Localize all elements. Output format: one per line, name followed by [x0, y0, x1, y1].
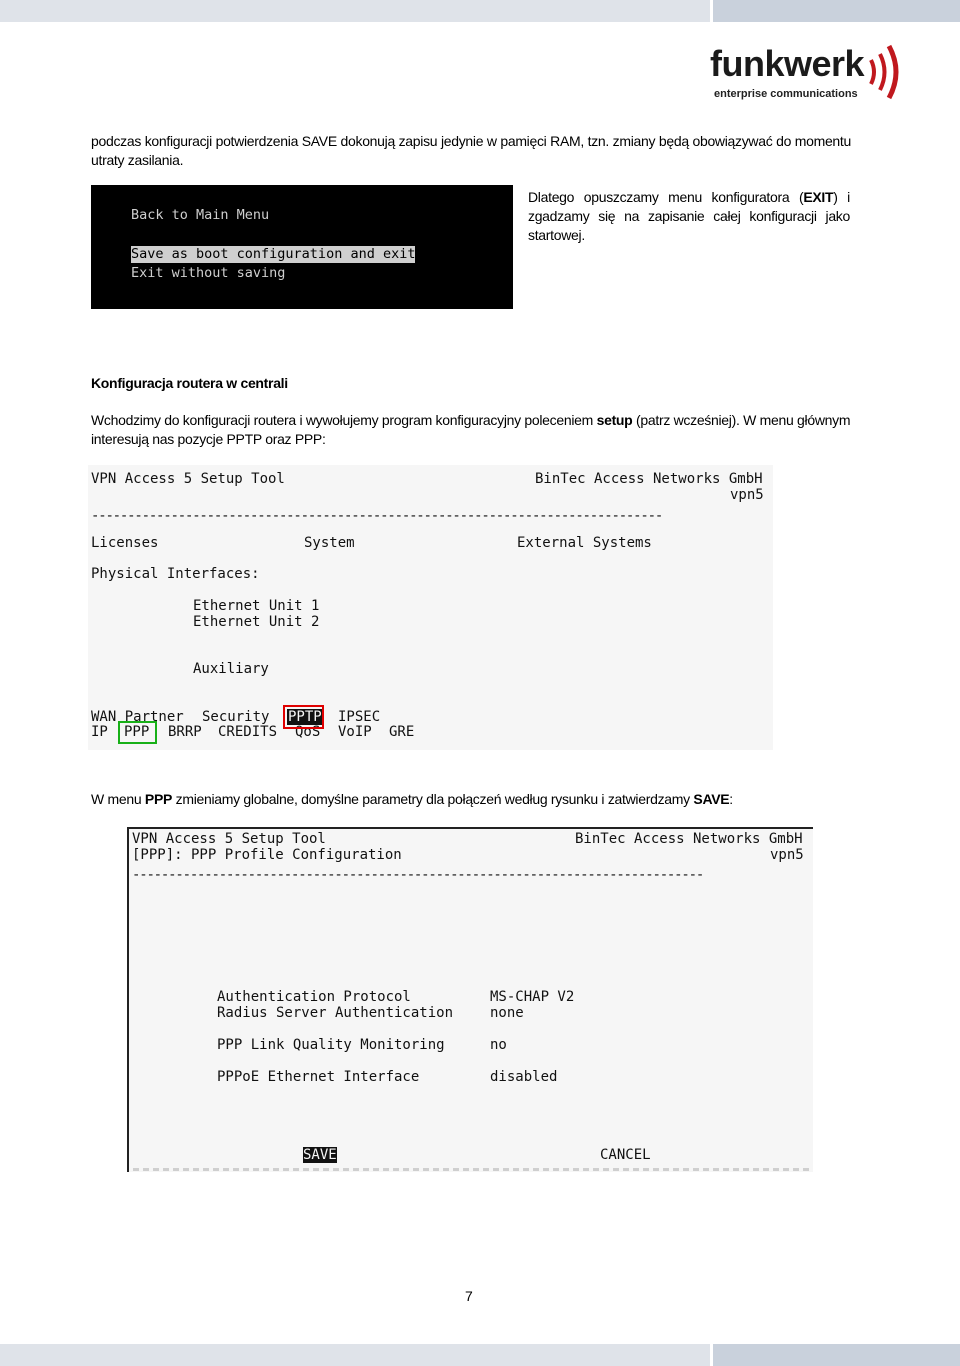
exit-without-saving[interactable]: Exit without saving — [131, 265, 286, 281]
ppp-screen-host: vpn5 — [770, 847, 804, 863]
menu-item-ip[interactable]: IP — [91, 724, 108, 740]
main-menu-divider: ------------------------------------------------------------------------------- — [91, 508, 663, 524]
setup-after: (patrz wcześniej). W menu głównym interesują nas pozycje PPTP oraz PPP: — [91, 412, 851, 447]
menu-item-pptp[interactable]: PPTP — [288, 709, 322, 725]
menu-item-ipsec[interactable]: IPSEC — [338, 709, 381, 725]
ppp-paragraph — [91, 790, 861, 809]
menu-item-ppp[interactable]: PPP — [124, 724, 150, 740]
ppp-screen-brand: BinTec Access Networks GmbH — [575, 831, 803, 847]
main-menu-screenshot — [88, 465, 773, 750]
menu-item-credits[interactable]: CREDITS — [218, 724, 278, 740]
menu-item-auxiliary[interactable]: Auxiliary — [193, 661, 269, 677]
cancel-button[interactable]: CANCEL — [600, 1147, 651, 1163]
exit-description — [528, 188, 850, 245]
auth-protocol-value[interactable]: MS-CHAP V2 — [490, 989, 575, 1005]
menu-item-security[interactable]: Security — [202, 709, 270, 725]
main-menu-host: vpn5 — [730, 487, 764, 503]
menu-item-ethernet-2[interactable]: Ethernet Unit 2 — [193, 614, 320, 630]
ppp-screen-divider: ------------------------------------------------------------------------------- — [132, 867, 704, 883]
bottom-bar-right — [713, 1344, 960, 1366]
logo-waves-icon — [865, 42, 907, 102]
intro-paragraph: podczas konfiguracji potwierdzenia SAVE dokonują zapisu jedynie w pamięci RAM, tzn. zmiany będą obowiązywać do momentu utraty zasilania. — [91, 133, 851, 168]
pptp-highlight-box — [283, 705, 324, 729]
main-menu-title: VPN Access 5 Setup Tool — [91, 471, 285, 487]
ppp-para-bold1: PPP — [144, 791, 173, 807]
exit-desc-bold: EXIT — [803, 189, 834, 205]
menu-item-qos[interactable]: QoS — [295, 724, 321, 740]
exit-desc-after: ) i zgadzamy się na zapisanie całej konfiguracji jako startowej. — [528, 189, 850, 243]
menu-item-external-systems[interactable]: External Systems — [517, 535, 652, 551]
screen-bottom-edge — [133, 1168, 811, 1171]
funkwerk-logo — [710, 40, 910, 105]
menu-item-brrp[interactable]: BRRP — [168, 724, 202, 740]
exit-menu-screenshot — [91, 185, 513, 309]
page-number: 7 — [465, 1288, 473, 1304]
logo-subtitle: enterprise communications — [714, 88, 858, 100]
setup-paragraph — [91, 411, 861, 449]
link-quality-label: PPP Link Quality Monitoring — [217, 1037, 445, 1053]
top-bar-right — [713, 0, 960, 22]
bottom-bar-left — [0, 1344, 710, 1366]
menu-item-wan-partner[interactable]: WAN Partner — [91, 709, 184, 725]
link-quality-value[interactable]: no — [490, 1037, 507, 1053]
save-boot-config-option[interactable]: Save as boot configuration and exit — [131, 246, 416, 262]
ppp-screen-title: VPN Access 5 Setup Tool — [132, 831, 326, 847]
menu-item-voip[interactable]: VoIP — [338, 724, 372, 740]
save-button[interactable]: SAVE — [303, 1147, 337, 1163]
ppp-highlight-box — [118, 721, 157, 744]
menu-item-gre[interactable]: GRE — [389, 724, 415, 740]
ppp-para-middle: zmieniamy globalne, domyślne parametry dla połączeń według rysunku i zatwierdzamy — [172, 791, 694, 807]
logo-wordmark: funkwerk — [710, 43, 865, 84]
physical-interfaces-label: Physical Interfaces: — [91, 566, 260, 582]
setup-command: setup — [596, 412, 633, 428]
section-heading: Konfiguracja routera w centrali — [91, 375, 288, 391]
pppoe-interface-label: PPPoE Ethernet Interface — [217, 1069, 420, 1085]
ppp-para-bold2: SAVE — [693, 791, 730, 807]
exit-desc-before: Dlatego opuszczamy menu konfiguratora ( — [528, 189, 804, 205]
auth-protocol-label: Authentication Protocol — [217, 989, 411, 1005]
main-menu-brand: BinTec Access Networks GmbH — [535, 471, 763, 487]
radius-auth-label: Radius Server Authentication — [217, 1005, 454, 1021]
radius-auth-value[interactable]: none — [490, 1005, 524, 1021]
ppp-para-after: : — [729, 791, 733, 807]
ppp-para-before: W menu — [91, 791, 145, 807]
pppoe-interface-value[interactable]: disabled — [490, 1069, 558, 1085]
menu-item-system[interactable]: System — [304, 535, 355, 551]
menu-item-licenses[interactable]: Licenses — [91, 535, 159, 551]
back-to-main-menu[interactable]: Back to Main Menu — [131, 207, 270, 223]
ppp-screen-subtitle: [PPP]: PPP Profile Configuration — [132, 847, 402, 863]
ppp-profile-screenshot — [127, 827, 813, 1172]
top-bar-left — [0, 0, 710, 22]
menu-item-ethernet-1[interactable]: Ethernet Unit 1 — [193, 598, 320, 614]
setup-before: Wchodzimy do konfiguracji routera i wywołujemy program konfiguracyjny poleceniem — [91, 412, 597, 428]
